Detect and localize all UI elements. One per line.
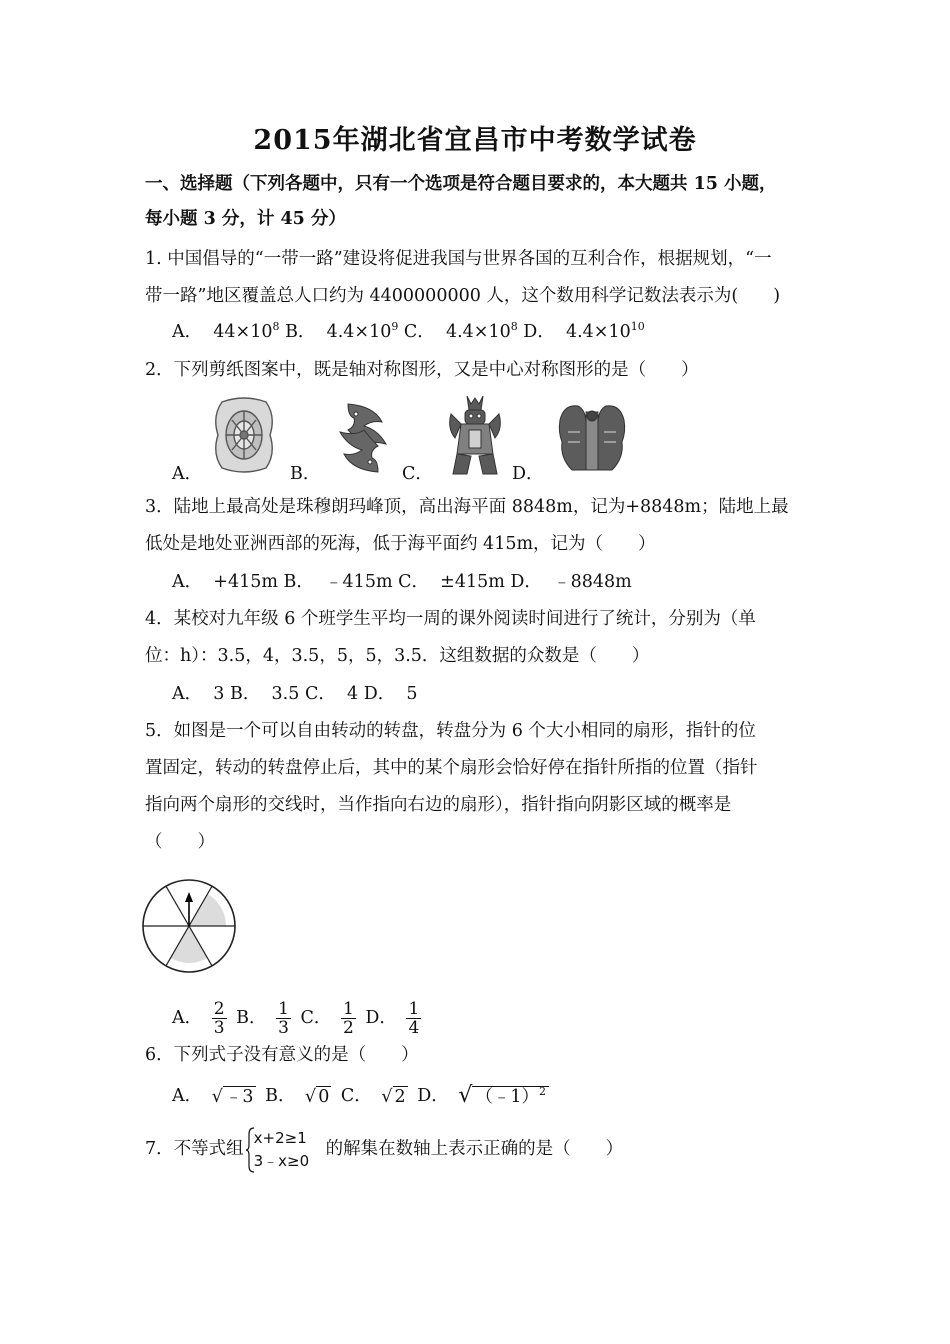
- q5-d-denominator: 4: [408, 1018, 420, 1038]
- q1-a-label: A．: [172, 322, 203, 342]
- q5-c-label: C．: [300, 1008, 332, 1028]
- q1-line1: 1. 中国倡导的“一带一路”建设将促进我国与世界各国的互利合作，根据规划，“一: [145, 249, 772, 269]
- q3-d-label: D．: [510, 572, 542, 592]
- q3-a-text: +415m: [213, 572, 278, 592]
- q4-c-label: C．: [304, 684, 336, 704]
- q6-d-radicand-group: [472, 1086, 549, 1107]
- q1-c-label: C．: [403, 322, 435, 342]
- q1-d-exp: 10: [630, 320, 645, 333]
- q4-line1: 4．某校对九年级 6 个班学生平均一周的课外阅读时间进行了统计，分别为（单: [145, 609, 756, 629]
- q6-c-sqrt: √ 2: [381, 1086, 406, 1107]
- q1-c-exp: 8: [510, 320, 518, 333]
- q4-b-text: 3.5: [271, 684, 300, 704]
- q4-b-label: B．: [230, 684, 261, 704]
- q3-a-label: A．: [172, 572, 203, 592]
- spinner-shaded-sector-upper: [189, 894, 226, 926]
- spinner-diagram: [142, 870, 238, 980]
- section-heading-line2: 每小题 3 分，计 45 分）: [145, 209, 346, 229]
- papercut-d-image: [556, 402, 628, 474]
- q6-d-label: D．: [417, 1086, 449, 1106]
- q6-line1: 6．下列式子没有意义的是（ ）: [145, 1045, 419, 1065]
- q5-options: [172, 1000, 425, 1037]
- q3-line2: 低处是地处亚洲西部的死海，低于海平面约 415m，记为（ ）: [145, 534, 656, 554]
- q4-a-label: A．: [172, 684, 203, 704]
- q6-c-label: C．: [340, 1086, 372, 1106]
- q2-label-b: B．: [290, 464, 321, 484]
- q4-c-text: 4: [346, 684, 359, 704]
- q5-a-label: A．: [172, 1008, 203, 1028]
- q5-b-fraction: [276, 1000, 291, 1037]
- q3-c-label: C．: [398, 572, 430, 592]
- q6-c-radicand: 2: [394, 1086, 406, 1107]
- q6-a-sqrt: √ ﹣3: [211, 1086, 254, 1107]
- q3-line1: 3．陆地上最高处是珠穆朗玛峰顶，高出海平面 8848m，记为+8848m；陆地上最: [145, 497, 789, 517]
- q5-b-numerator: 1: [278, 999, 289, 1019]
- q1-b-label: B．: [285, 322, 316, 342]
- spinner-shaded-sector-lower: [171, 926, 208, 963]
- q1-a-base: 44×10: [213, 322, 273, 342]
- papercut-a-image: [212, 396, 276, 474]
- q4-options: [172, 682, 418, 706]
- q5-c-fraction: [341, 1000, 356, 1037]
- q1-a-exp: 8: [272, 320, 280, 333]
- q3-b-text: ﹣415m: [325, 572, 393, 592]
- q2-label-d: D．: [512, 464, 544, 484]
- q5-line2: 置固定，转动的转盘停止后，其中的某个扇形会恰好停在指针所指的位置（指针: [145, 758, 758, 778]
- q2-label-a: A．: [172, 464, 203, 484]
- q7-inequality-2: 3﹣x≥0: [253, 1151, 310, 1170]
- pointer-arrow-icon: [185, 892, 193, 902]
- q1-b-base: 4.4×10: [326, 322, 392, 342]
- page-title: 2015年湖北省宜昌市中考数学试卷: [253, 125, 697, 156]
- q4-d-text: 5: [406, 684, 418, 704]
- q7-line1: [145, 1126, 623, 1173]
- q5-c-numerator: 1: [342, 999, 354, 1019]
- q5-d-fraction: [406, 1000, 421, 1037]
- q7-inequality-system: [246, 1127, 324, 1173]
- q5-b-denominator: 3: [278, 1018, 289, 1038]
- q1-line2: 带一路”地区覆盖总人口约为 4400000000 人，这个数用科学记数法表示为( ): [145, 286, 781, 306]
- q5-a-numerator: 2: [213, 999, 225, 1019]
- q6-d-exponent: 2: [539, 1085, 547, 1098]
- q7-prefix: 7．不等式组: [145, 1139, 244, 1159]
- q3-c-text: ±415m: [440, 572, 505, 592]
- section-heading-line1: 一、选择题（下列各题中，只有一个选项是符合题目要求的，本大题共 15 小题，: [145, 174, 777, 194]
- q1-b-exp: 9: [391, 320, 399, 333]
- q6-d-sqrt: √ （﹣1）$^2$: [458, 1084, 549, 1109]
- q1-d-label: D．: [523, 322, 555, 342]
- q5-line4: （ ）: [145, 832, 215, 852]
- q3-b-label: B．: [283, 572, 314, 592]
- q5-line3: 指向两个扇形的交线时，当作指向右边的扇形），指针指向阴影区域的概率是: [145, 795, 732, 815]
- q5-a-fraction: [212, 1000, 227, 1037]
- q3-options: [172, 570, 632, 594]
- papercut-b-image: [334, 400, 392, 476]
- q7-inequality-1: x+2≥1: [253, 1128, 307, 1147]
- q5-d-numerator: 1: [408, 999, 420, 1019]
- q1-c-base: 4.4×10: [445, 322, 511, 342]
- q3-d-text: ﹣8848m: [553, 572, 632, 592]
- q5-d-label: D．: [365, 1008, 397, 1028]
- q2-line1: 2．下列剪纸图案中，既是轴对称图形，又是中心对称图形的是（ ）: [145, 360, 699, 380]
- q5-c-denominator: 2: [342, 1018, 354, 1038]
- q4-line2: 位：h）：3.5，4，3.5，5，5，3.5．这组数据的众数是（ ）: [145, 646, 650, 666]
- q5-a-denominator: 3: [213, 1018, 225, 1038]
- q1-options: [172, 320, 645, 344]
- q6-b-sqrt: √ 0: [305, 1086, 330, 1107]
- q6-a-radicand: ﹣3: [224, 1086, 254, 1107]
- q4-a-text: 3: [213, 684, 225, 704]
- q7-suffix: 的解集在数轴上表示正确的是（ ）: [325, 1139, 624, 1159]
- q6-b-label: B．: [265, 1086, 296, 1106]
- q6-d-radicand: （﹣1）: [475, 1087, 540, 1107]
- q1-d-base: 4.4×10: [565, 322, 631, 342]
- q5-b-label: B．: [236, 1008, 267, 1028]
- q5-line1: 5．如图是一个可以自由转动的转盘，转盘分为 6 个大小相同的扇形，指针的位: [145, 721, 756, 741]
- papercut-c-image: [445, 394, 505, 478]
- q2-label-c: C．: [402, 464, 433, 484]
- q6-options: [172, 1084, 553, 1109]
- q4-d-label: D．: [363, 684, 396, 704]
- q6-b-radicand: 0: [318, 1086, 330, 1107]
- q6-a-label: A．: [172, 1086, 203, 1106]
